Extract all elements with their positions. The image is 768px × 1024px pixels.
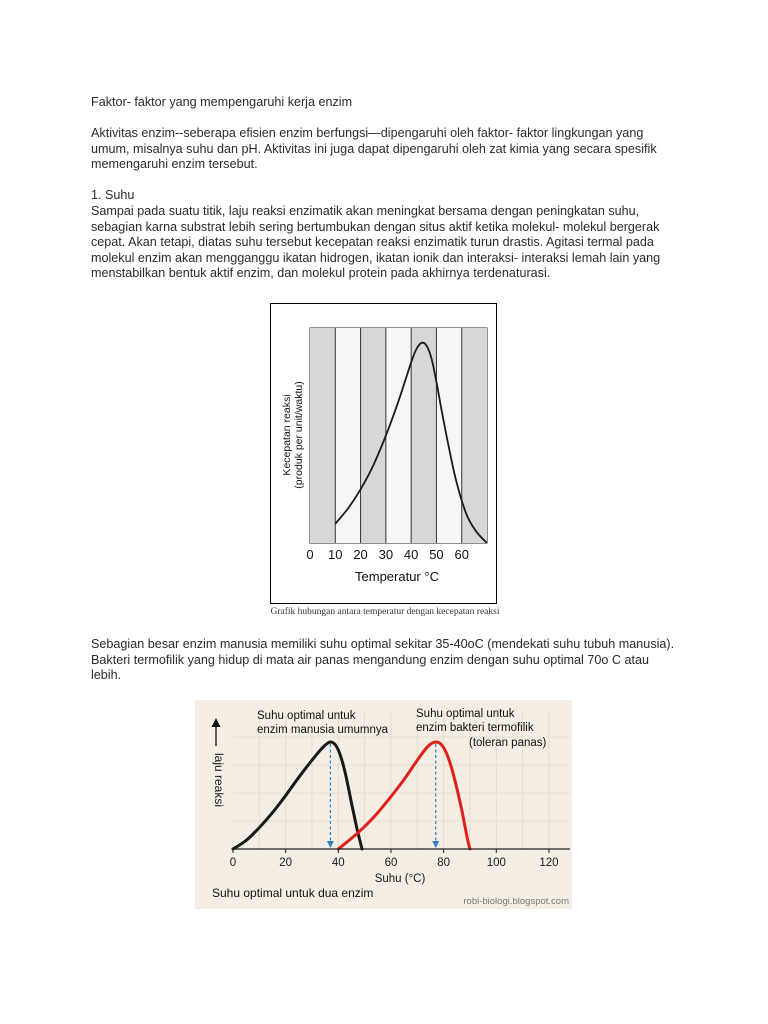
x-axis-label: Suhu (°C) [374,873,426,885]
y-axis-label-line1: Kecepatan reaksi [281,394,293,476]
bacteria-annotation-line3: (toleran panas) [469,737,547,749]
x-tick-label: 0 [306,547,314,562]
watermark: robi-biologi.blogspot.com [463,896,569,907]
x-tick-label: 40 [331,857,345,869]
x-tick-label: 100 [486,857,506,869]
human-annotation-line2: enzim manusia umumnya [257,724,389,736]
two-enzyme-optimum-chart [195,700,572,909]
x-tick-label: 30 [378,547,394,562]
x-tick-label: 120 [539,857,559,869]
background-band [386,328,411,543]
y-axis-label-line2: (produk per unit/waktu) [293,381,305,489]
intro-paragraph: Aktivitas enzim--seberapa efisien enzim berfungsi—dipengaruhi oleh faktor- faktor lingkungan yang umum, misalnya suhu dan pH. Aktivitas ini juga dapat dipengaruhi oleh zat kimia yang secara spesifik memengaruhi enzim tersebut. [91,126,657,172]
x-tick-label: 60 [454,547,469,562]
temperature-rate-chart [270,303,498,605]
background-band [335,328,360,543]
section-heading: 1. Suhu [91,188,135,202]
x-tick-label: 50 [429,547,444,562]
background-band [436,328,461,543]
bacteria-annotation-line1: Suhu optimal untuk [416,708,515,720]
bacteria-annotation-line2: enzim bakteri termofilik [416,722,534,734]
figure1-caption: Grafik hubungan antara temperatur dengan kecepatan reaksi [270,607,500,617]
x-tick-label: 0 [229,857,237,869]
x-tick-label: 10 [328,547,343,562]
x-tick-label: 60 [384,857,398,869]
x-tick-label: 20 [279,857,293,869]
human-annotation-line1: Suhu optimal untuk [257,710,356,722]
background-band [310,328,335,543]
x-tick-label: 40 [403,547,419,562]
x-tick-label: 80 [437,857,451,869]
document-title: Faktor- faktor yang mempengaruhi kerja enzim [91,95,353,109]
background-band [361,328,386,543]
x-axis-label: Temperatur °C [355,569,439,584]
section-body: Sampai pada suatu titik, laju reaksi enzimatik akan meningkat bersama dengan peningkatan suhu, sebagian karna substrat lebih sering bertumbukan dengan situs aktif ketika molekul- molekul bergerak cepat. Akan tetapi, diatas suhu tersebut kecepatan reaksi enzimatik turun drastis. Agitasi termal pada molekul enzim akan mengganggu ikatan hidrogen, ikatan ionik dan interaksi- interaksi lemah lain yang menstabilkan bentuk aktif enzim, dan molekul protein pada akhirnya terdenaturasi. [91,204,661,281]
y-axis-label: laju reaksi [212,752,226,808]
chart-title: Suhu optimal untuk dua enzim [212,886,374,900]
paragraph-optimal-temperature: Sebagian besar enzim manusia memiliki suhu optimal sekitar 35-40oC (mendekati suhu tubuh manusia). Bakteri termofilik yang hidup di mata air panas mengandung enzim dengan suhu optimal 70o C atau lebih. [91,637,675,683]
x-tick-label: 20 [353,547,368,562]
